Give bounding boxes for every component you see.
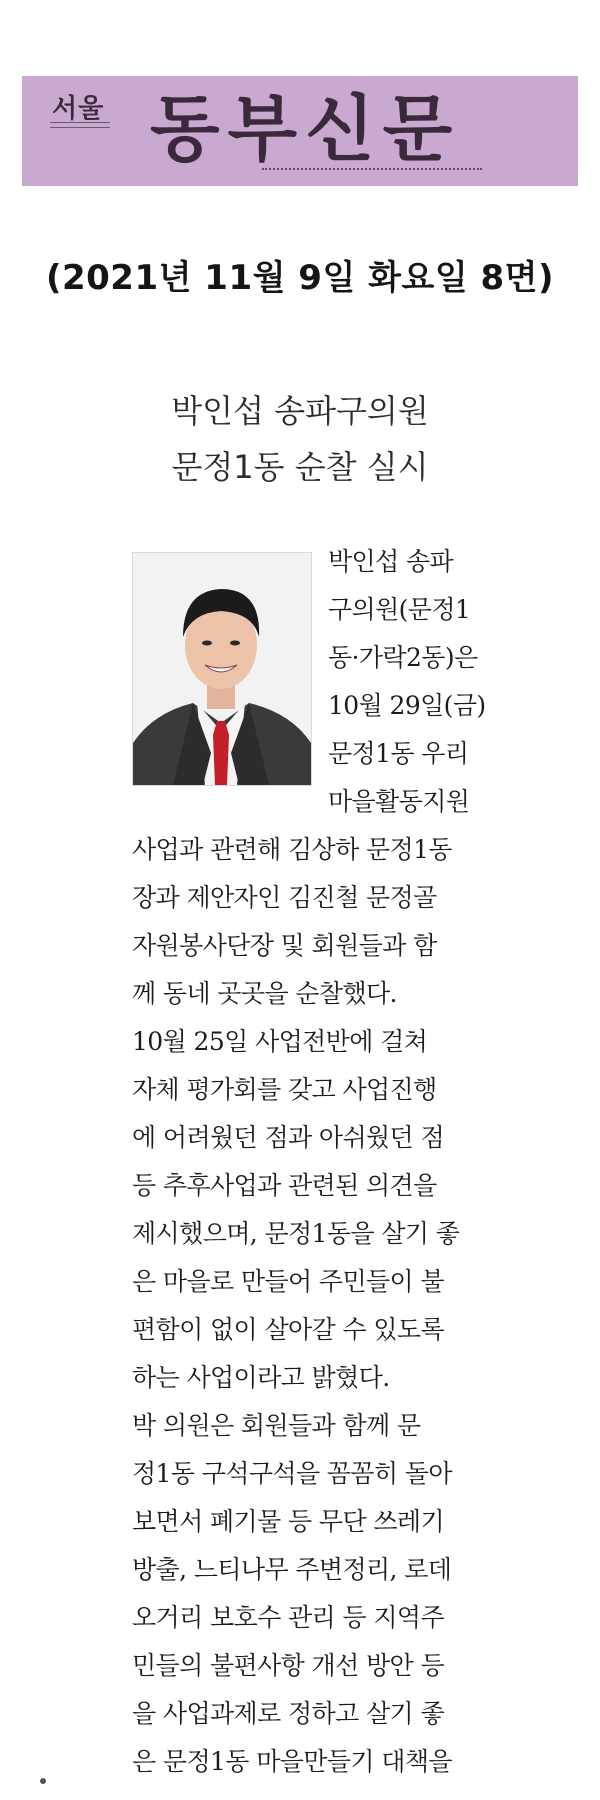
article-line: 장과 제안자인 김진철 문정골 [132, 883, 437, 912]
portrait-photo [132, 552, 312, 786]
headline-line-1: 박인섭 송파구의원 [171, 392, 429, 430]
stray-dot [40, 1778, 46, 1784]
article-line: 정1동 구석구석을 꼼꼼히 돌아 [132, 1459, 452, 1488]
article-line: 10월 29일(금) [328, 691, 486, 720]
portrait-image [133, 553, 311, 785]
article-line: 제시했으며, 문정1동을 살기 좋 [132, 1219, 460, 1248]
article-line: 등 추후사업과 관련된 의견을 [132, 1171, 437, 1200]
article-line: 은 마을로 만들어 주민들이 불 [132, 1267, 444, 1296]
article-line: 박 의원은 회원들과 함께 문 [132, 1411, 421, 1440]
masthead-region: 서울 [52, 94, 105, 124]
article-line: 구의원(문정1 [328, 595, 471, 624]
headline-line-2: 문정1동 순찰 실시 [171, 448, 429, 486]
dateline: (2021년 11월 9일 화요일 8면) [45, 258, 555, 298]
article-headline [100, 383, 500, 495]
article-line: 10월 25일 사업전반에 걸쳐 [132, 1027, 428, 1056]
article-line: 방출, 느티나무 주변정리, 로데 [132, 1555, 452, 1584]
article-line: 에 어려웠던 점과 아쉬웠던 점 [132, 1123, 444, 1152]
article-line: 자원봉사단장 및 회원들과 함 [132, 931, 437, 960]
masthead-subline [50, 122, 110, 128]
masthead-tagline [262, 168, 482, 173]
article-line: 민들의 불편사항 개선 방안 등 [132, 1651, 444, 1680]
masthead-title: 동부신문 [150, 87, 461, 171]
article-line: 사업과 관련해 김상하 문정1동 [132, 835, 452, 864]
article-line: 을 사업과제로 정하고 살기 좋 [132, 1699, 444, 1728]
article-line: 자체 평가회를 갖고 사업진행 [132, 1075, 437, 1104]
article-line: 편함이 없이 살아갈 수 있도록 [132, 1315, 444, 1344]
masthead-banner [22, 76, 578, 186]
article-line: 께 동네 곳곳을 순찰했다. [132, 979, 397, 1008]
article-line: 박인섭 송파 [328, 547, 454, 576]
article-line: 문정1동 우리 [328, 739, 469, 768]
article-line: 하는 사업이라고 밝혔다. [132, 1363, 390, 1392]
article-line: 은 문정1동 마을만들기 대책을 [132, 1747, 452, 1776]
article-line: 보면서 폐기물 등 무단 쓰레기 [132, 1507, 444, 1536]
article-line: 마을활동지원 [328, 787, 470, 816]
article-line: 동·가락2동)은 [328, 643, 478, 672]
article-line: 오거리 보호수 관리 등 지역주 [132, 1603, 444, 1632]
